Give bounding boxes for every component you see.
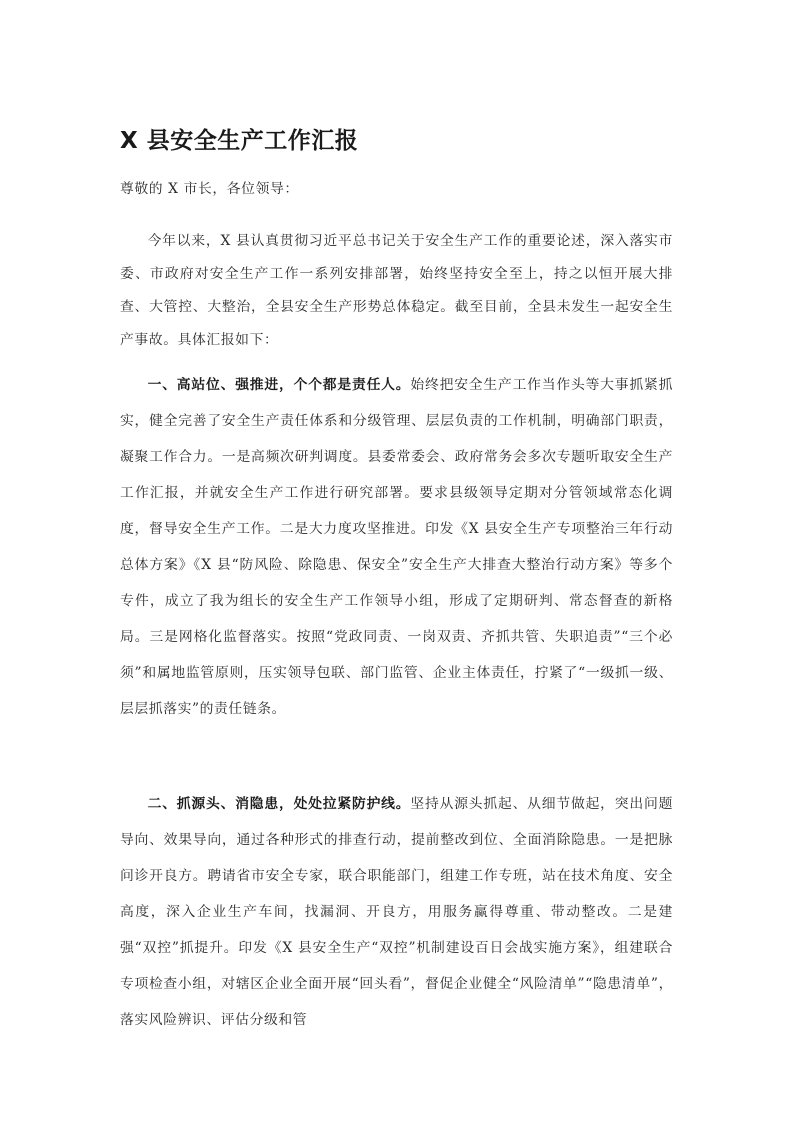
paragraph-intro <box>120 225 673 357</box>
document-title: X 县安全生产工作汇报 <box>120 128 359 154</box>
paragraph-section-2 <box>120 786 673 1038</box>
paragraph-text: 始终把安全生产工作当作头等大事抓紧抓实，健全完善了安全生产责任体系和分级管理、层层负责的工作机制，明确部门职责，凝聚工作合力。一是高频次研判调度。县委常委会、政府常务会多次专题听取安全生产工作汇报，并就安全生产工作进行研究部署。要求县级领导定期对分管领域常态化调度，督导安全生产工作。二是大力度攻坚推进。印发《X 县安全生产专项整治三年行动总体方案》《X 县“防风险、除隐患、保安全”安全生产大排查大整治行动方案》等多个专件，成立了我为组长的安全生产工作领导小组，形成了定期研判、常态督查的新格局。三是网格化监督落实。按照“党政同责、一岗双责、齐抓共管、失职追责”“三个必须”和属地监管原则，压实领导包联、部门监管、企业主体责任，拧紧了“一级抓一级、层层抓落实”的责任链条。 <box>120 377 673 717</box>
section-heading: 一、高站位、强推进，个个都是责任人。 <box>147 377 411 393</box>
paragraph-text: 今年以来，X 县认真贯彻习近平总书记关于安全生产工作的重要论述，深入落实市委、市政府对安全生产工作一系列安排部署，始终坚持安全至上，持之以恒开展大排查、大管控、大整治，全县安全生产形势总体稳定。截至目前，全县未发生一起安全生产事故。具体汇报如下： <box>120 233 673 348</box>
paragraph-section-1 <box>120 367 673 727</box>
salutation: 尊敬的 X 市长，各位领导： <box>120 181 299 197</box>
section-heading: 二、抓源头、消隐患，处处拉紧防护线。 <box>147 796 411 812</box>
paragraph-text: 坚持从源头抓起、从细节做起，突出问题导向、效果导向，通过各种形式的排查行动，提前整改到位、全面消除隐患。一是把脉问诊开良方。聘请省市安全专家，联合职能部门，组建工作专班，站在技术角度、安全高度，深入企业生产车间，找漏洞、开良方，用服务赢得尊重、带动整改。二是建强“双控”抓提升。印发《X 县安全生产“双控”机制建设百日会战实施方案》，组建联合专项检查小组，对辖区企业全面开展“回头看”，督促企业健全“风险清单”“隐患清单”，落实风险辨识、评估分级和管 <box>120 796 673 1028</box>
